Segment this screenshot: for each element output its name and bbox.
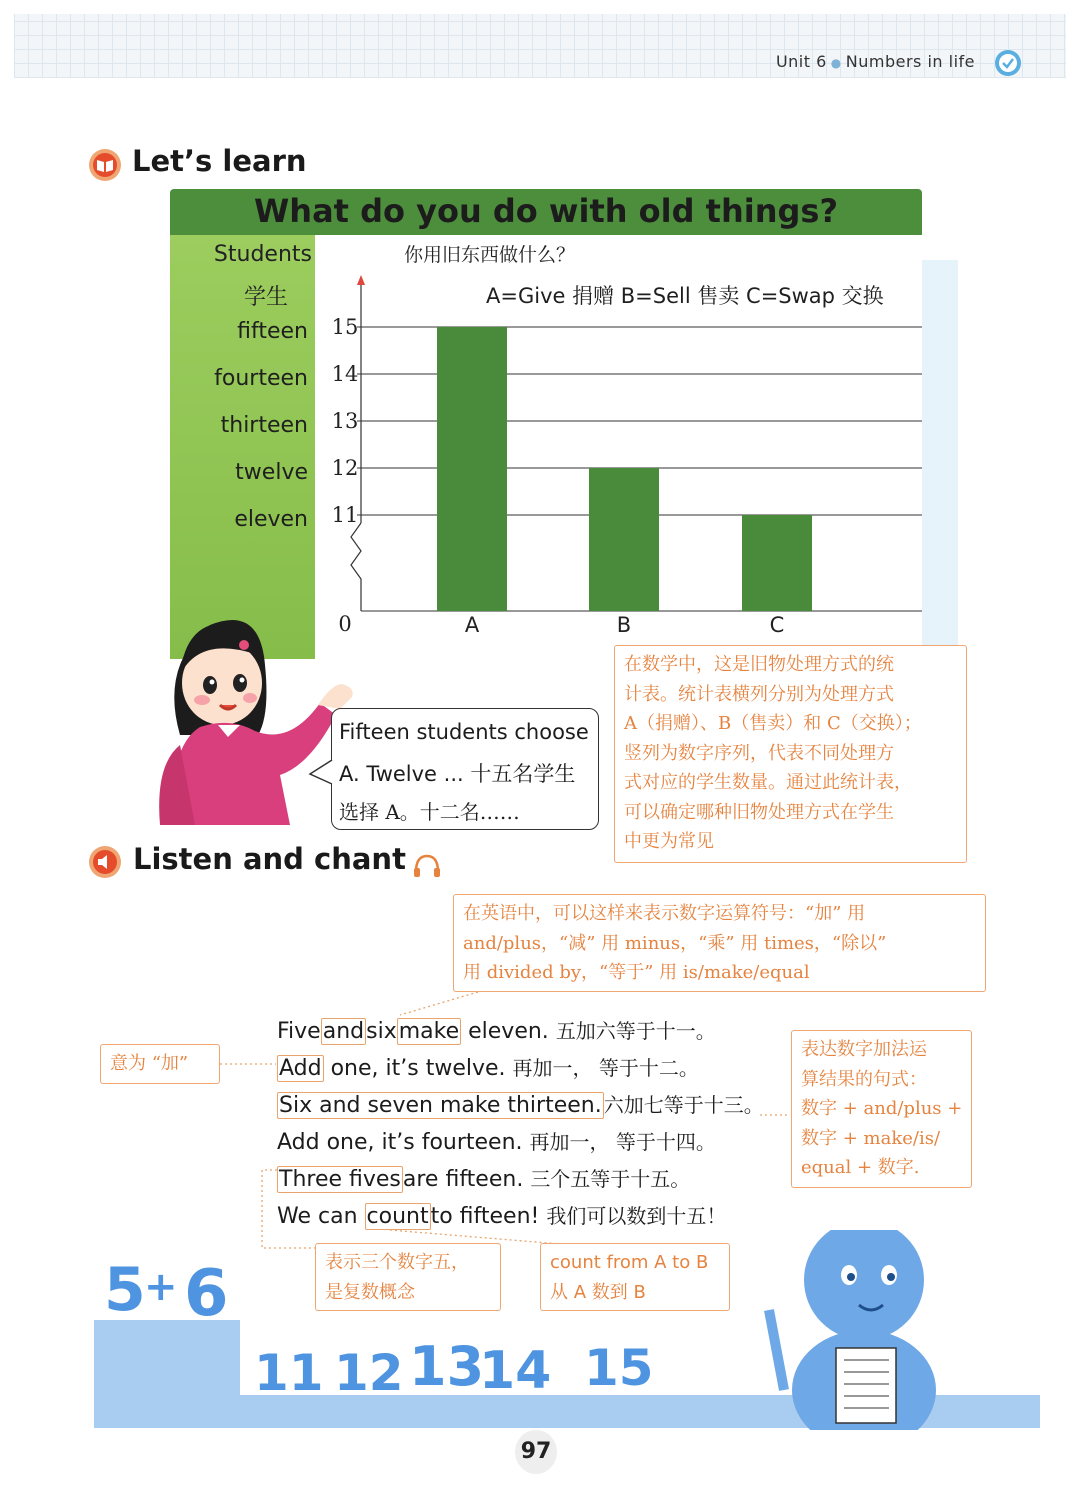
chant-line-5 bbox=[277, 1163, 690, 1192]
chant-line-1 bbox=[277, 1015, 716, 1044]
row-label-twelve: twelve bbox=[235, 460, 308, 485]
phrase-three-fives: Three fives bbox=[279, 1167, 401, 1192]
word-and: and bbox=[322, 1019, 365, 1044]
note-line: count from A to B bbox=[550, 1252, 709, 1273]
chant-text: one, it’s twelve. bbox=[330, 1056, 506, 1081]
chart-question-zh: 你用旧东西做什么？ bbox=[404, 244, 576, 266]
note-line: 算结果的句式： bbox=[801, 1068, 927, 1090]
chant-translation: 五加六等于十一。 bbox=[555, 1019, 716, 1043]
note-line: 数字 + make/is/ bbox=[801, 1127, 941, 1149]
bubble-line-2: A. Twelve ... 十五名学生 bbox=[339, 762, 576, 786]
note-line: 在数学中，这是旧物处理方式的统 bbox=[624, 654, 894, 675]
note-line: 计表。统计表横列分别为处理方式 bbox=[624, 683, 894, 705]
three-fives-note bbox=[315, 1243, 501, 1311]
chant-text: Add one, it’s fourteen. bbox=[277, 1130, 523, 1155]
note-line: and/plus，“减” 用 minus，“乘” 用 times，“除以” bbox=[463, 932, 887, 954]
y-tick-label: 13 bbox=[331, 409, 359, 433]
formula-note bbox=[791, 1030, 972, 1188]
x-tick-label-A: A bbox=[464, 613, 480, 637]
add-meaning-note bbox=[100, 1044, 220, 1084]
chant-text: are fifteen. bbox=[402, 1167, 524, 1192]
chant-line-3 bbox=[277, 1089, 764, 1118]
chant-line-6 bbox=[277, 1200, 726, 1229]
bubble-line-3: 选择 A。十二名…… bbox=[339, 800, 520, 824]
chart-legend: A=Give 捐赠 B=Sell 售卖 C=Swap 交换 bbox=[486, 284, 884, 308]
row-label-fifteen: fifteen bbox=[237, 319, 308, 344]
unit-number: Unit 6 bbox=[775, 52, 827, 71]
chant-translation: 我们可以数到十五！ bbox=[546, 1204, 727, 1228]
note-line: 表达数字加法运 bbox=[801, 1039, 927, 1060]
word-eleven: eleven. bbox=[468, 1019, 549, 1044]
note-line: 表示三个数字五， bbox=[325, 1252, 469, 1273]
number-12: 12 bbox=[334, 1344, 404, 1402]
note-line: 竖列为数字序列，代表不同处理方 bbox=[624, 742, 894, 764]
chant-text: to fifteen! bbox=[430, 1204, 540, 1229]
number-5: 5 bbox=[104, 1255, 146, 1325]
number-13: 13 bbox=[409, 1335, 485, 1398]
y-tick-label: 11 bbox=[331, 503, 359, 527]
note-line: A（捐赠）、B（售卖）和 C（交换）； bbox=[624, 713, 922, 734]
number-11: 11 bbox=[254, 1344, 324, 1402]
y-tick-label: 15 bbox=[331, 315, 359, 339]
count-note bbox=[540, 1243, 730, 1311]
section-title-listen-and-chant: Listen and chant bbox=[133, 842, 406, 876]
number-15: 15 bbox=[584, 1339, 654, 1397]
x-tick-label-B: B bbox=[616, 613, 632, 637]
bubble-line-1: Fifteen students choose bbox=[339, 720, 589, 744]
y-tick-label: 12 bbox=[331, 456, 359, 480]
chant-translation: 三个五等于十五。 bbox=[530, 1167, 691, 1191]
word-six: six bbox=[366, 1019, 397, 1044]
word-five: Five bbox=[277, 1019, 321, 1044]
note-line: equal + 数字. bbox=[801, 1157, 920, 1178]
unit-title: Numbers in life bbox=[845, 52, 975, 71]
word-count: count bbox=[366, 1204, 429, 1229]
chart-question-en: What do you do with old things? bbox=[253, 192, 839, 230]
word-make: make bbox=[398, 1019, 460, 1044]
sentence-six-and-seven: Six and seven make thirteen. bbox=[279, 1093, 602, 1118]
note-line: 用 divided by，“等于” 用 is/make/equal bbox=[463, 962, 810, 983]
note-line: 在英语中，可以这样来表示数字运算符号：“加” 用 bbox=[463, 903, 866, 924]
note-line: 可以确定哪种旧物处理方式在学生 bbox=[624, 801, 894, 823]
chant-translation: 再加一， 等于十四。 bbox=[529, 1130, 716, 1154]
x-tick-label-C: C bbox=[769, 613, 785, 637]
y-tick-label: 14 bbox=[331, 362, 359, 386]
section-title-lets-learn: Let’s learn bbox=[132, 144, 307, 178]
y-axis-title-en: Students bbox=[213, 242, 312, 267]
note-line: 是复数概念 bbox=[325, 1281, 415, 1303]
y-axis-title-zh: 学生 bbox=[243, 285, 288, 310]
plus-sign: + bbox=[144, 1264, 178, 1310]
chant-translation: 再加一， 等于十二。 bbox=[512, 1056, 699, 1080]
note-line: 中更为常见 bbox=[624, 831, 714, 852]
row-label-fourteen: fourteen bbox=[214, 366, 308, 391]
row-label-eleven: eleven bbox=[234, 507, 308, 532]
chant-line-4 bbox=[277, 1126, 716, 1155]
note-line: 意为 “加” bbox=[110, 1053, 189, 1074]
note-line: 从 A 数到 B bbox=[550, 1281, 646, 1303]
chant-text: We can bbox=[277, 1204, 358, 1229]
number-6: 6 bbox=[184, 1257, 229, 1331]
y-tick-label: 0 bbox=[338, 612, 352, 636]
chant-translation: 六加七等于十三。 bbox=[603, 1093, 764, 1117]
chant-line-2 bbox=[277, 1052, 699, 1081]
page-number: 97 bbox=[515, 1430, 557, 1474]
separator-dot: ● bbox=[830, 56, 842, 70]
number-14: 14 bbox=[479, 1341, 552, 1401]
word-add: Add bbox=[279, 1056, 322, 1081]
note-line: 数字 + and/plus + bbox=[801, 1098, 963, 1119]
note-line: 式对应的学生数量。通过此统计表， bbox=[624, 772, 912, 793]
row-label-thirteen: thirteen bbox=[220, 413, 308, 438]
